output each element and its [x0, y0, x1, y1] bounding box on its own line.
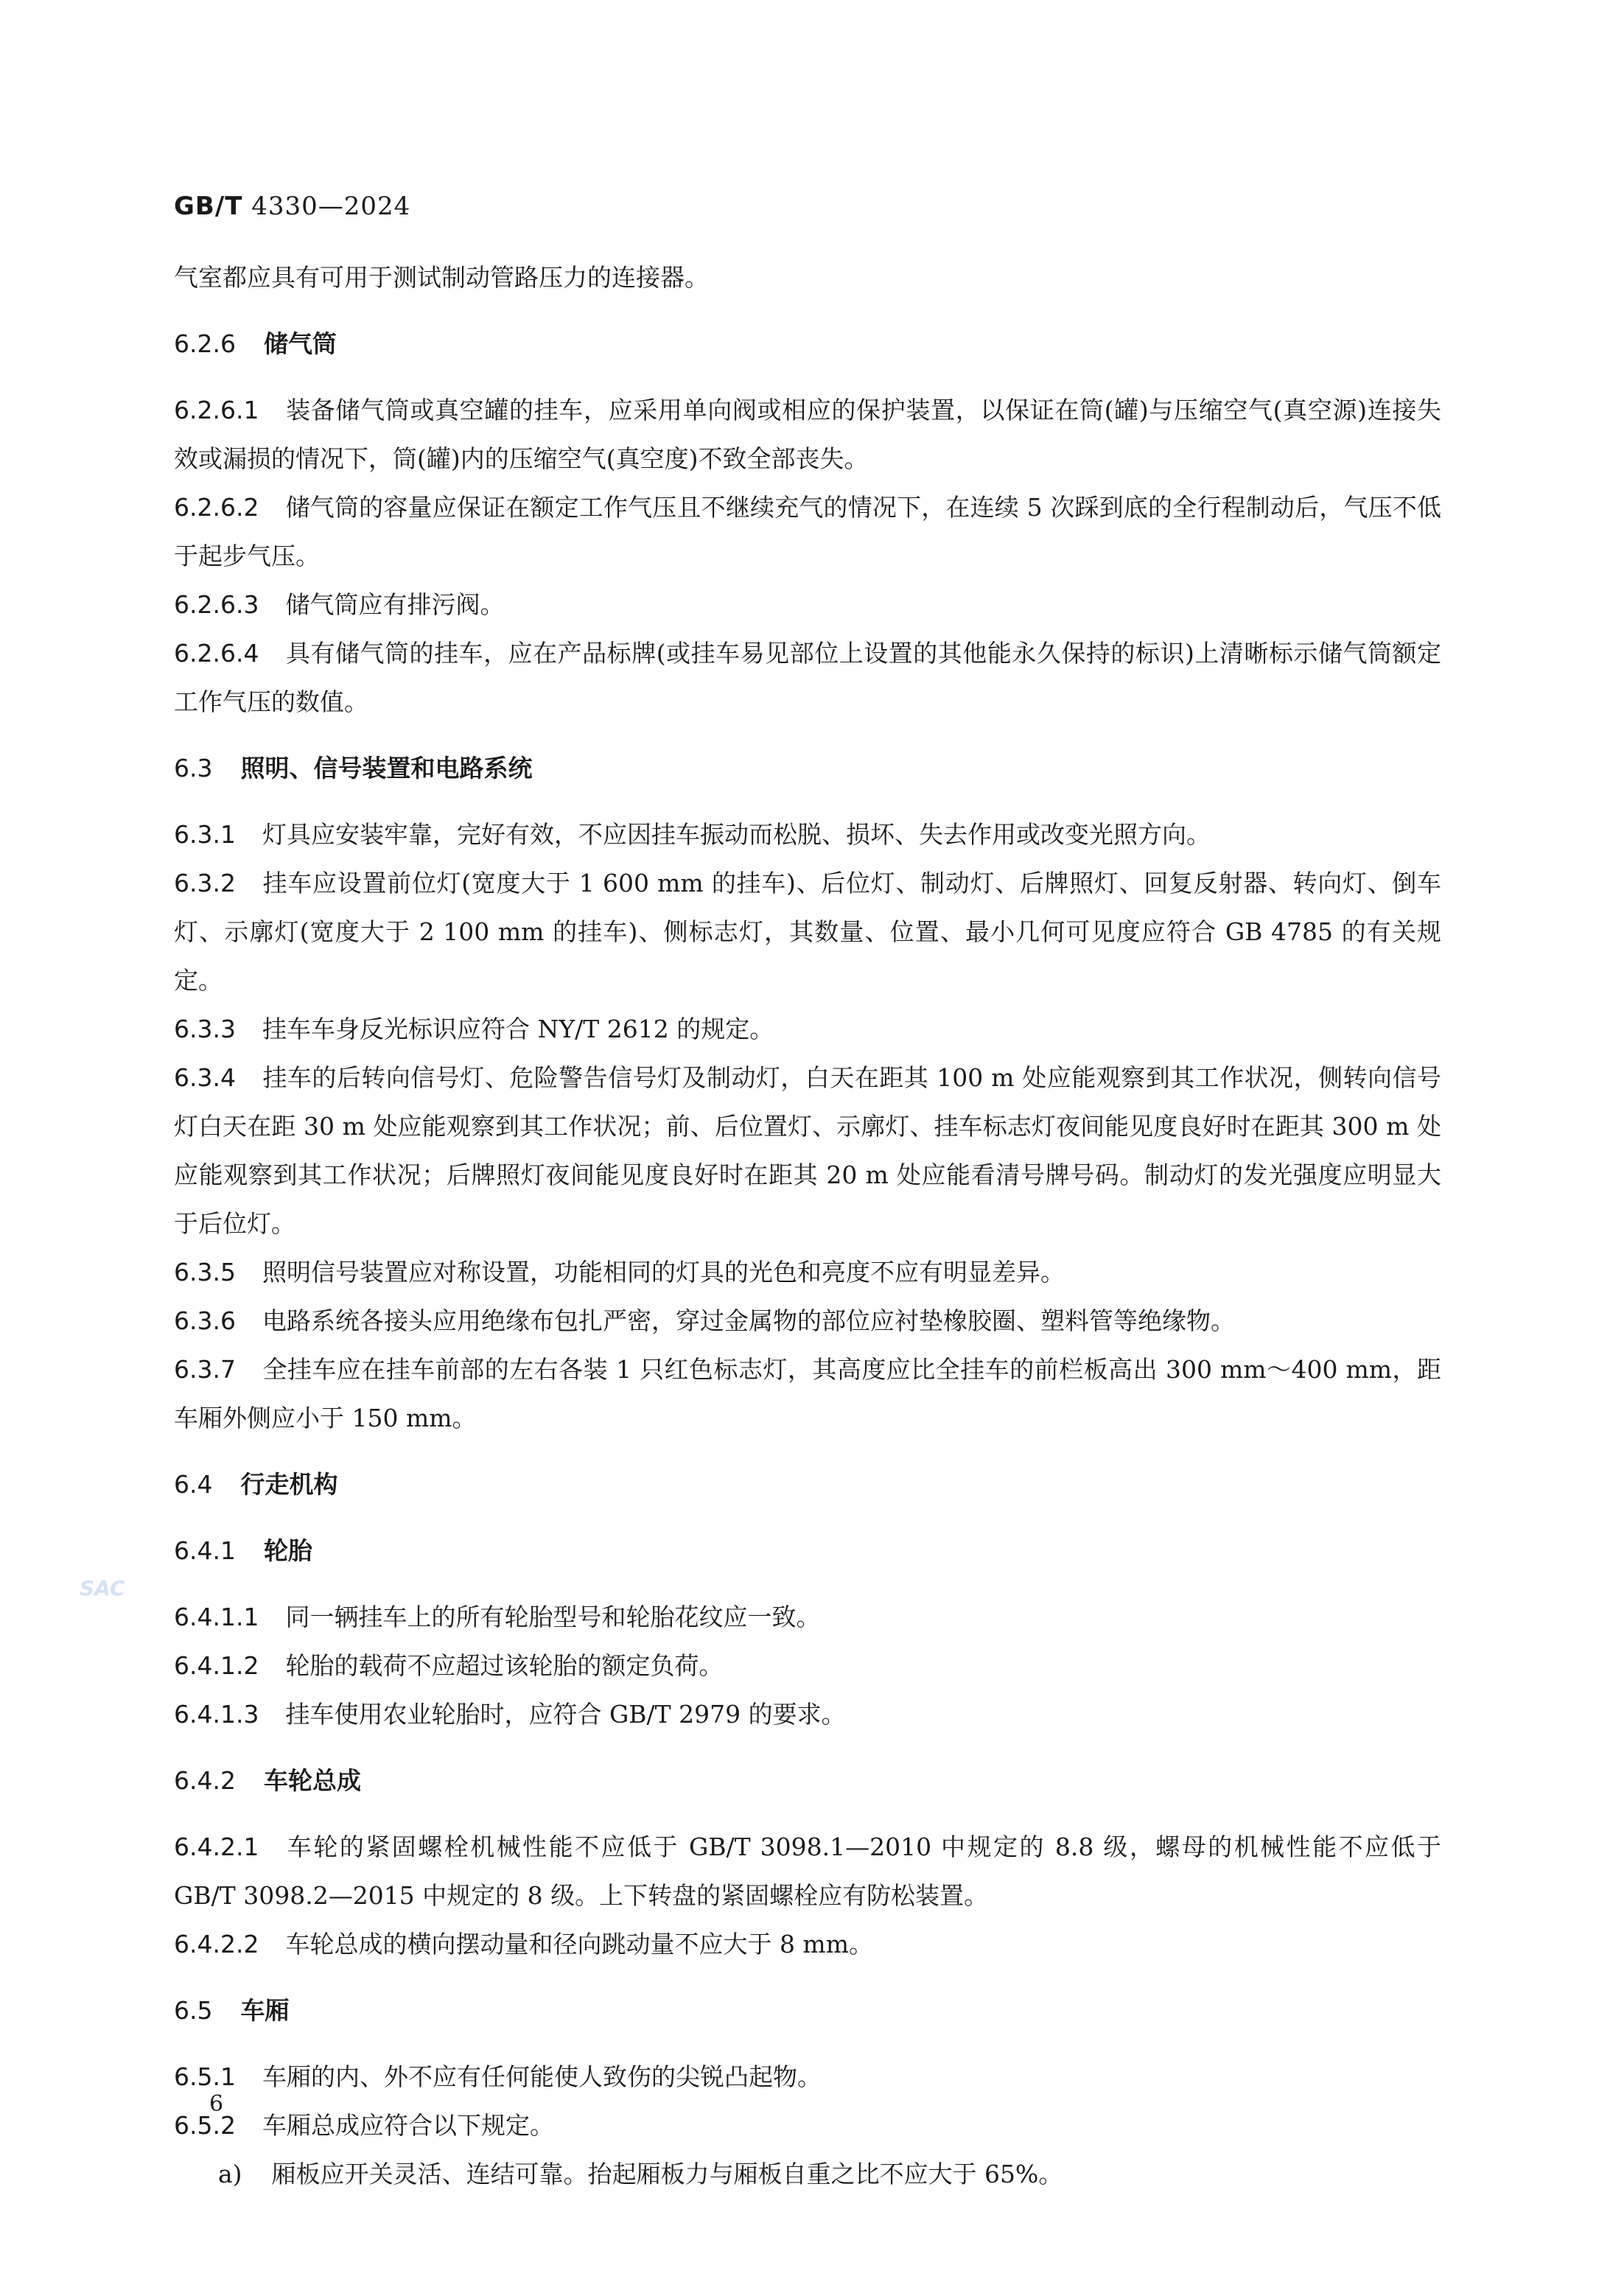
clause-paragraph: [174, 2101, 1441, 2150]
clause-paragraph: [174, 1005, 1441, 1054]
section-number: 6.3: [174, 754, 213, 783]
clause-paragraph: [174, 2053, 1441, 2101]
clause-text: 车厢的内、外不应有任何能使人致伤的尖锐凸起物。: [262, 2062, 822, 2091]
clause-text: 灯具应安装牢靠，完好有效，不应因挂车振动而松脱、损坏、失去作用或改变光照方向。: [262, 820, 1211, 849]
clause-number: 6.3.7: [174, 1355, 236, 1384]
clause-number: 6.2.6.3: [174, 590, 259, 619]
clause-paragraph: [174, 859, 1441, 1005]
clause-number: 6.3.2: [174, 869, 236, 897]
clause-number: 6.5.2: [174, 2111, 236, 2140]
clause-paragraph: [174, 1345, 1441, 1443]
clause-text: 挂车使用农业轮胎时，应符合 GB/T 2979 的要求。: [285, 1700, 846, 1729]
clause-paragraph: [174, 253, 1441, 302]
section-number: 6.4: [174, 1470, 213, 1499]
page-number: 6: [209, 2091, 224, 2117]
clause-paragraph: [174, 1690, 1441, 1739]
section-heading: [174, 744, 1441, 793]
clause-number: 6.4.1.2: [174, 1651, 259, 1680]
clause-paragraph: [174, 581, 1441, 629]
clause-text: 全挂车应在挂车前部的左右各装 1 只红色标志灯，其高度应比全挂车的前栏板高出 300 mm～400 mm，距车厢外侧应小于 150 mm。: [174, 1355, 1441, 1432]
clause-text: 储气筒的容量应保证在额定工作气压且不继续充气的情况下，在连续 5 次踩到底的全行程制动后，气压不低于起步气压。: [174, 493, 1441, 570]
clause-paragraph: [174, 1823, 1441, 1920]
clause-number: 6.4.1.3: [174, 1700, 259, 1729]
clause-text: 车轮的紧固螺栓机械性能不应低于 GB/T 3098.1—2010 中规定的 8.8 级，螺母的机械性能不应低于 GB/T 3098.2—2015 中规定的 8 级。上下转盘的紧固螺栓应有防松装置。: [174, 1832, 1441, 1910]
section-heading: [174, 1527, 1441, 1575]
standard-code: GB/T: [174, 192, 243, 221]
section-title: 车厢: [240, 1996, 290, 2025]
section-heading: [174, 1757, 1441, 1805]
clause-text: 挂车的后转向信号灯、危险警告信号灯及制动灯，白天在距其 100 m 处应能观察到其工作状况，侧转向信号灯白天在距 30 m 处应能观察到其工作状况；前、后位置灯、示廓灯、挂车标志灯夜间能见度良好时在距其 300 m 处应能观察到其工作状况；后牌照灯夜间能见度良好时在距其 20 m 处应能看清号牌号码。制动灯的发光强度应明显大于后位灯。: [174, 1063, 1441, 1238]
document-body: [174, 253, 1441, 2199]
clause-number: 6.3.1: [174, 820, 236, 849]
section-number: 6.5: [174, 1996, 213, 2025]
clause-paragraph: [174, 483, 1441, 581]
clause-paragraph: [174, 811, 1441, 859]
clause-paragraph: [174, 1593, 1441, 1642]
clause-paragraph: [174, 1248, 1441, 1297]
clause-paragraph: [174, 629, 1441, 727]
list-item-text: 厢板应开关灵活、连结可靠。抬起厢板力与厢板自重之比不应大于 65%。: [271, 2160, 1063, 2188]
section-title: 储气筒: [263, 329, 337, 358]
clause-text: 车厢总成应符合以下规定。: [262, 2111, 554, 2140]
section-title: 照明、信号装置和电路系统: [240, 754, 533, 783]
section-heading: [174, 320, 1441, 368]
clause-paragraph: [174, 1920, 1441, 1969]
clause-text: 照明信号装置应对称设置，功能相同的灯具的光色和亮度不应有明显差异。: [262, 1258, 1065, 1286]
clause-number: 6.3.6: [174, 1306, 236, 1335]
clause-number: 6.3.3: [174, 1015, 236, 1043]
section-number: 6.4.1: [174, 1536, 236, 1565]
page-header: [174, 192, 410, 221]
clause-text: 气室都应具有可用于测试制动管路压力的连接器。: [174, 263, 709, 292]
sac-watermark: SAC: [80, 1576, 125, 1600]
clause-paragraph: [174, 1297, 1441, 1345]
clause-text: 同一辆挂车上的所有轮胎型号和轮胎花纹应一致。: [285, 1603, 821, 1631]
section-number: 6.2.6: [174, 329, 236, 358]
clause-number: 6.4.2.1: [174, 1832, 259, 1861]
clause-number: 6.2.6.1: [174, 396, 259, 424]
clause-number: 6.4.1.1: [174, 1603, 259, 1631]
clause-number: 6.3.4: [174, 1063, 236, 1092]
clause-text: 轮胎的载荷不应超过该轮胎的额定负荷。: [285, 1651, 724, 1680]
clause-paragraph: [174, 1054, 1441, 1248]
clause-text: 储气筒应有排污阀。: [285, 590, 505, 619]
section-heading: [174, 1460, 1441, 1509]
clause-text: 装备储气筒或真空罐的挂车，应采用单向阀或相应的保护装置，以保证在筒(罐)与压缩空气(真空源)连接失效或漏损的情况下，筒(罐)内的压缩空气(真空度)不致全部丧失。: [174, 396, 1441, 473]
section-number: 6.4.2: [174, 1766, 236, 1795]
clause-number: 6.5.1: [174, 2062, 236, 2091]
clause-text: 电路系统各接头应用绝缘布包扎严密，穿过金属物的部位应衬垫橡胶圈、塑料管等绝缘物。: [262, 1306, 1235, 1335]
list-item: [174, 2150, 1441, 2199]
clause-text: 车轮总成的横向摆动量和径向跳动量不应大于 8 mm。: [285, 1930, 874, 1958]
standard-number: 4330—2024: [251, 192, 411, 221]
clause-number: 6.3.5: [174, 1258, 236, 1286]
clause-number: 6.2.6.4: [174, 639, 259, 668]
section-heading: [174, 1986, 1441, 2035]
list-marker: a): [218, 2160, 242, 2188]
clause-text: 挂车应设置前位灯(宽度大于 1 600 mm 的挂车)、后位灯、制动灯、后牌照灯、回复反射器、转向灯、倒车灯、示廓灯(宽度大于 2 100 mm 的挂车)、侧标志灯，其数量、位置、最小几何可见度应符合 GB 4785 的有关规定。: [174, 869, 1441, 995]
section-title: 轮胎: [263, 1536, 312, 1565]
section-title: 车轮总成: [263, 1766, 361, 1795]
section-title: 行走机构: [240, 1470, 338, 1499]
clause-paragraph: [174, 1642, 1441, 1690]
clause-number: 6.4.2.2: [174, 1930, 259, 1958]
clause-number: 6.2.6.2: [174, 493, 259, 522]
clause-paragraph: [174, 386, 1441, 483]
clause-text: 具有储气筒的挂车，应在产品标牌(或挂车易见部位上设置的其他能永久保持的标识)上清晰标示储气筒额定工作气压的数值。: [174, 639, 1441, 716]
clause-text: 挂车车身反光标识应符合 NY/T 2612 的规定。: [262, 1015, 774, 1043]
